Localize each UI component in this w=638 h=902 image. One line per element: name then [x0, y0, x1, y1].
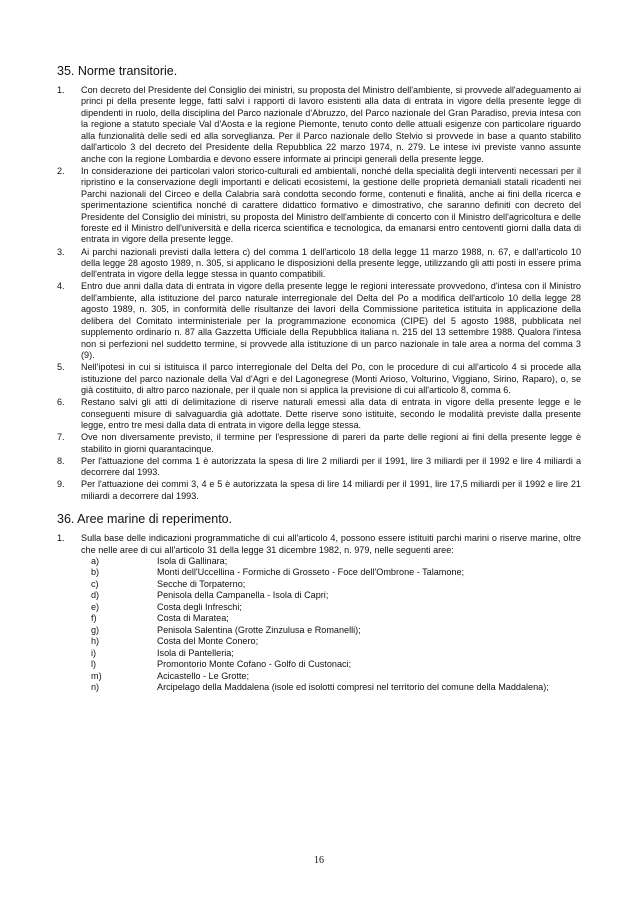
area-item — [81, 636, 581, 647]
area-text: Costa di Maratea; — [157, 613, 229, 624]
paragraph-item — [57, 432, 581, 455]
area-letter: b) — [91, 567, 100, 578]
area-letter: h) — [91, 636, 100, 647]
area-text: Penisola Salentina (Grotte Zinzulusa e Romanelli); — [157, 624, 361, 635]
paragraph-item — [57, 166, 581, 246]
document-page — [57, 64, 581, 694]
paragraph-number: 6. — [57, 397, 65, 408]
section-36-title: 36. Aree marine di reperimento. — [57, 512, 233, 527]
area-item — [81, 625, 581, 636]
area-item — [81, 613, 581, 624]
paragraph-item — [57, 247, 581, 281]
area-text: Costa degli Infreschi; — [157, 601, 242, 612]
area-item — [81, 648, 581, 659]
paragraph-text: Entro due anni dalla data di entrata in vigore della presente legge le regioni interessate provvedono, d'intesa con il Ministro dell'ambiente, alla istituzione del parco naturale interregionale del Delta del Po a modifica dell'articolo 10 della legge 28 agosto 1989, n. 305, in conformità delle risultanze dei lavori della Commissione paritetica istituita in applicazione della delibera del Comitato interministeriale per la programmazione economica (CIPE) del 5 agosto 1988, pubblicata nel supplemento ordinario n. 87 alla Gazzetta Ufficiale della Repubblica italiana n. 215 del 13 settembre 1988. Qualora l'intesa non si perfezioni nel suddetto termine, si provvede alla istituzione di un parco nazionale in tale area a norma del comma 3 (9). — [81, 281, 581, 361]
paragraph-text: In considerazione dei particolari valori storico-culturali ed ambientali, nonché della specialità degli interventi necessari per il ripristino e la conservazione degli importanti e delicati ecosistemi, la gestione delle proprietà demaniali statali ricadenti nei Parchi nazionali del Circeo e della Calabria sarà condotta secondo forme, contenuti e finalità, anche ai fini della ricerca e sperimentazione scientifica nonché di carattere didattico formativo e dimostrativo, che saranno definiti con decreto del Presidente del Consiglio dei ministri, su proposta del Ministro dell'ambiente di concerto con il Ministro dell'agricoltura e delle foreste ed il Ministro dell'università e della ricerca scientifica e tecnologica, da emanarsi entro centoventi giorni dalla data di entrata in vigore della presente legge. — [81, 165, 581, 245]
paragraph-number: 1. — [57, 533, 65, 544]
paragraph-text: Per l'attuazione del comma 1 è autorizzata la spesa di lire 2 miliardi per il 1991, lire 3 miliardi per il 1992 e lire 4 miliardi a decorrere dal 1993. — [81, 455, 581, 478]
area-item — [81, 590, 581, 601]
paragraph-item — [57, 85, 581, 165]
section-35-paragraphs — [57, 85, 581, 502]
area-item — [81, 579, 581, 590]
area-text: Secche di Torpaterno; — [157, 578, 246, 589]
area-letter: l) — [91, 659, 97, 670]
paragraph-number: 9. — [57, 479, 65, 490]
paragraph-text: Per l'attuazione dei commi 3, 4 e 5 è autorizzata la spesa di lire 14 miliardi per il 1991, lire 17,5 miliardi per il 1992 e lire 21 miliardi a decorrere dal 1993. — [81, 479, 581, 501]
area-item — [81, 556, 581, 567]
area-item — [81, 659, 581, 670]
section-35-title: 35. Norme transitorie. — [57, 64, 178, 78]
paragraph-item — [57, 479, 581, 502]
page-number: 16 — [314, 855, 324, 866]
paragraph-text: Sulla base delle indicazioni programmatiche di cui all'articolo 4, possono essere istituiti parchi marini o riserve marine, oltre che nelle aree di cui all'articolo 31 della legge 31 dicembre 1982, n. 979, nelle seguenti aree: — [81, 533, 581, 555]
area-text: Arcipelago della Maddalena (isole ed isolotti compresi nel territorio del comune della Maddalena); — [157, 681, 549, 692]
area-text: Promontorio Monte Cofano - Golfo di Custonaci; — [157, 659, 352, 670]
area-letter: a) — [91, 555, 100, 566]
paragraph-item — [57, 456, 581, 479]
area-letter: n) — [91, 681, 100, 692]
area-item — [81, 682, 581, 693]
area-text: Isola di Gallinara; — [157, 555, 228, 566]
paragraph-number: 8. — [57, 455, 65, 466]
section-36-paragraphs — [57, 533, 581, 693]
area-list — [81, 556, 581, 693]
paragraph-item — [57, 281, 581, 361]
paragraph-item — [57, 397, 581, 431]
paragraph-text: Con decreto del Presidente del Consiglio dei ministri, su proposta del Ministro dell'ambiente, si provvede all'adeguamento ai princi pi della presente legge, fatti salvi i rapporti di lavoro esistenti alla data di entrata in vigore della presente legge di dipendenti in ruolo, della disciplina del Parco nazionale d'Abruzzo, del Parco nazionale del Gran Paradiso, previa intesa con la regione a statuto speciale Val d'Aosta e la regione Piemonte, tenuto conto delle attuali esigenze con particolare riguardo alla funzionalità delle sedi ed alla sorveglianza. Per il Parco nazionale dello Stelvio si provvede in base a quanto stabilito dall'articolo 3 del decreto del Presidente della Repubblica 22 marzo 1974, n. 279. Le intese ivi previste vanno assunte anche con la regione Lombardia e devono essere informate ai principi generali della presente legge. — [81, 85, 581, 164]
paragraph-text: Nell'ipotesi in cui si istituisca il parco interregionale del Delta del Po, con le procedure di cui all'articolo 4 si procede alla istituzione del parco nazionale della Val d'Agri e del Lagonegrese (Monti Arioso, Volturino, Viggiano, Sirino, Raparo), o, se già costituito, di altro parco nazionale, per il quale non si applica la previsione di cui all'articolo 8, comma 6. — [81, 362, 581, 396]
area-letter: m) — [91, 670, 102, 681]
paragraph-number: 1. — [57, 85, 65, 95]
paragraph-number: 7. — [57, 432, 65, 443]
paragraph-number: 5. — [57, 362, 65, 373]
area-letter: i) — [91, 647, 97, 658]
paragraph-number: 3. — [57, 246, 65, 257]
area-letter: d) — [91, 590, 100, 601]
area-letter: c) — [91, 578, 99, 589]
area-text: Costa del Monte Conero; — [157, 636, 259, 647]
area-item — [81, 671, 581, 682]
area-letter: f) — [91, 613, 97, 624]
paragraph-item — [57, 362, 581, 396]
area-text: Isola di Pantelleria; — [157, 647, 234, 658]
area-text: Acicastello - Le Grotte; — [157, 670, 249, 681]
paragraph-item — [57, 533, 581, 693]
paragraph-text: Ove non diversamente previsto, il termine per l'espressione di pareri da parte delle regioni ai fini della presente legge è stabilito in giorni quarantacinque. — [81, 432, 581, 454]
area-text: Monti dell'Uccellina - Formiche di Grosseto - Foce dell'Ombrone - Talamone; — [157, 567, 465, 578]
paragraph-text: Restano salvi gli atti di delimitazione di riserve naturali emessi alla data di entrata in vigore della presente legge e le conseguenti misure di salvaguardia già adottate. Dette riserve sono istituite, secondo le modalità previste dalla presente legge, entro tre mesi dalla data di entrata in vigore della legge stessa. — [81, 397, 581, 431]
area-letter: g) — [91, 624, 100, 635]
area-item — [81, 602, 581, 613]
paragraph-text: Ai parchi nazionali previsti dalla lettera c) del comma 1 dell'articolo 18 della legge 11 marzo 1988, n. 67, e dall'articolo 10 della legge 28 agosto 1989, n. 305, si applicano le disposizioni della presente legge, utilizzando gli atti posti in essere prima dell'entrata in vigore della legge stessa in quanto compatibili. — [81, 246, 581, 280]
paragraph-number: 2. — [57, 165, 65, 176]
area-text: Penisola della Campanella - Isola di Capri; — [157, 590, 329, 601]
area-letter: e) — [91, 601, 100, 612]
area-item — [81, 567, 581, 578]
paragraph-number: 4. — [57, 281, 65, 292]
